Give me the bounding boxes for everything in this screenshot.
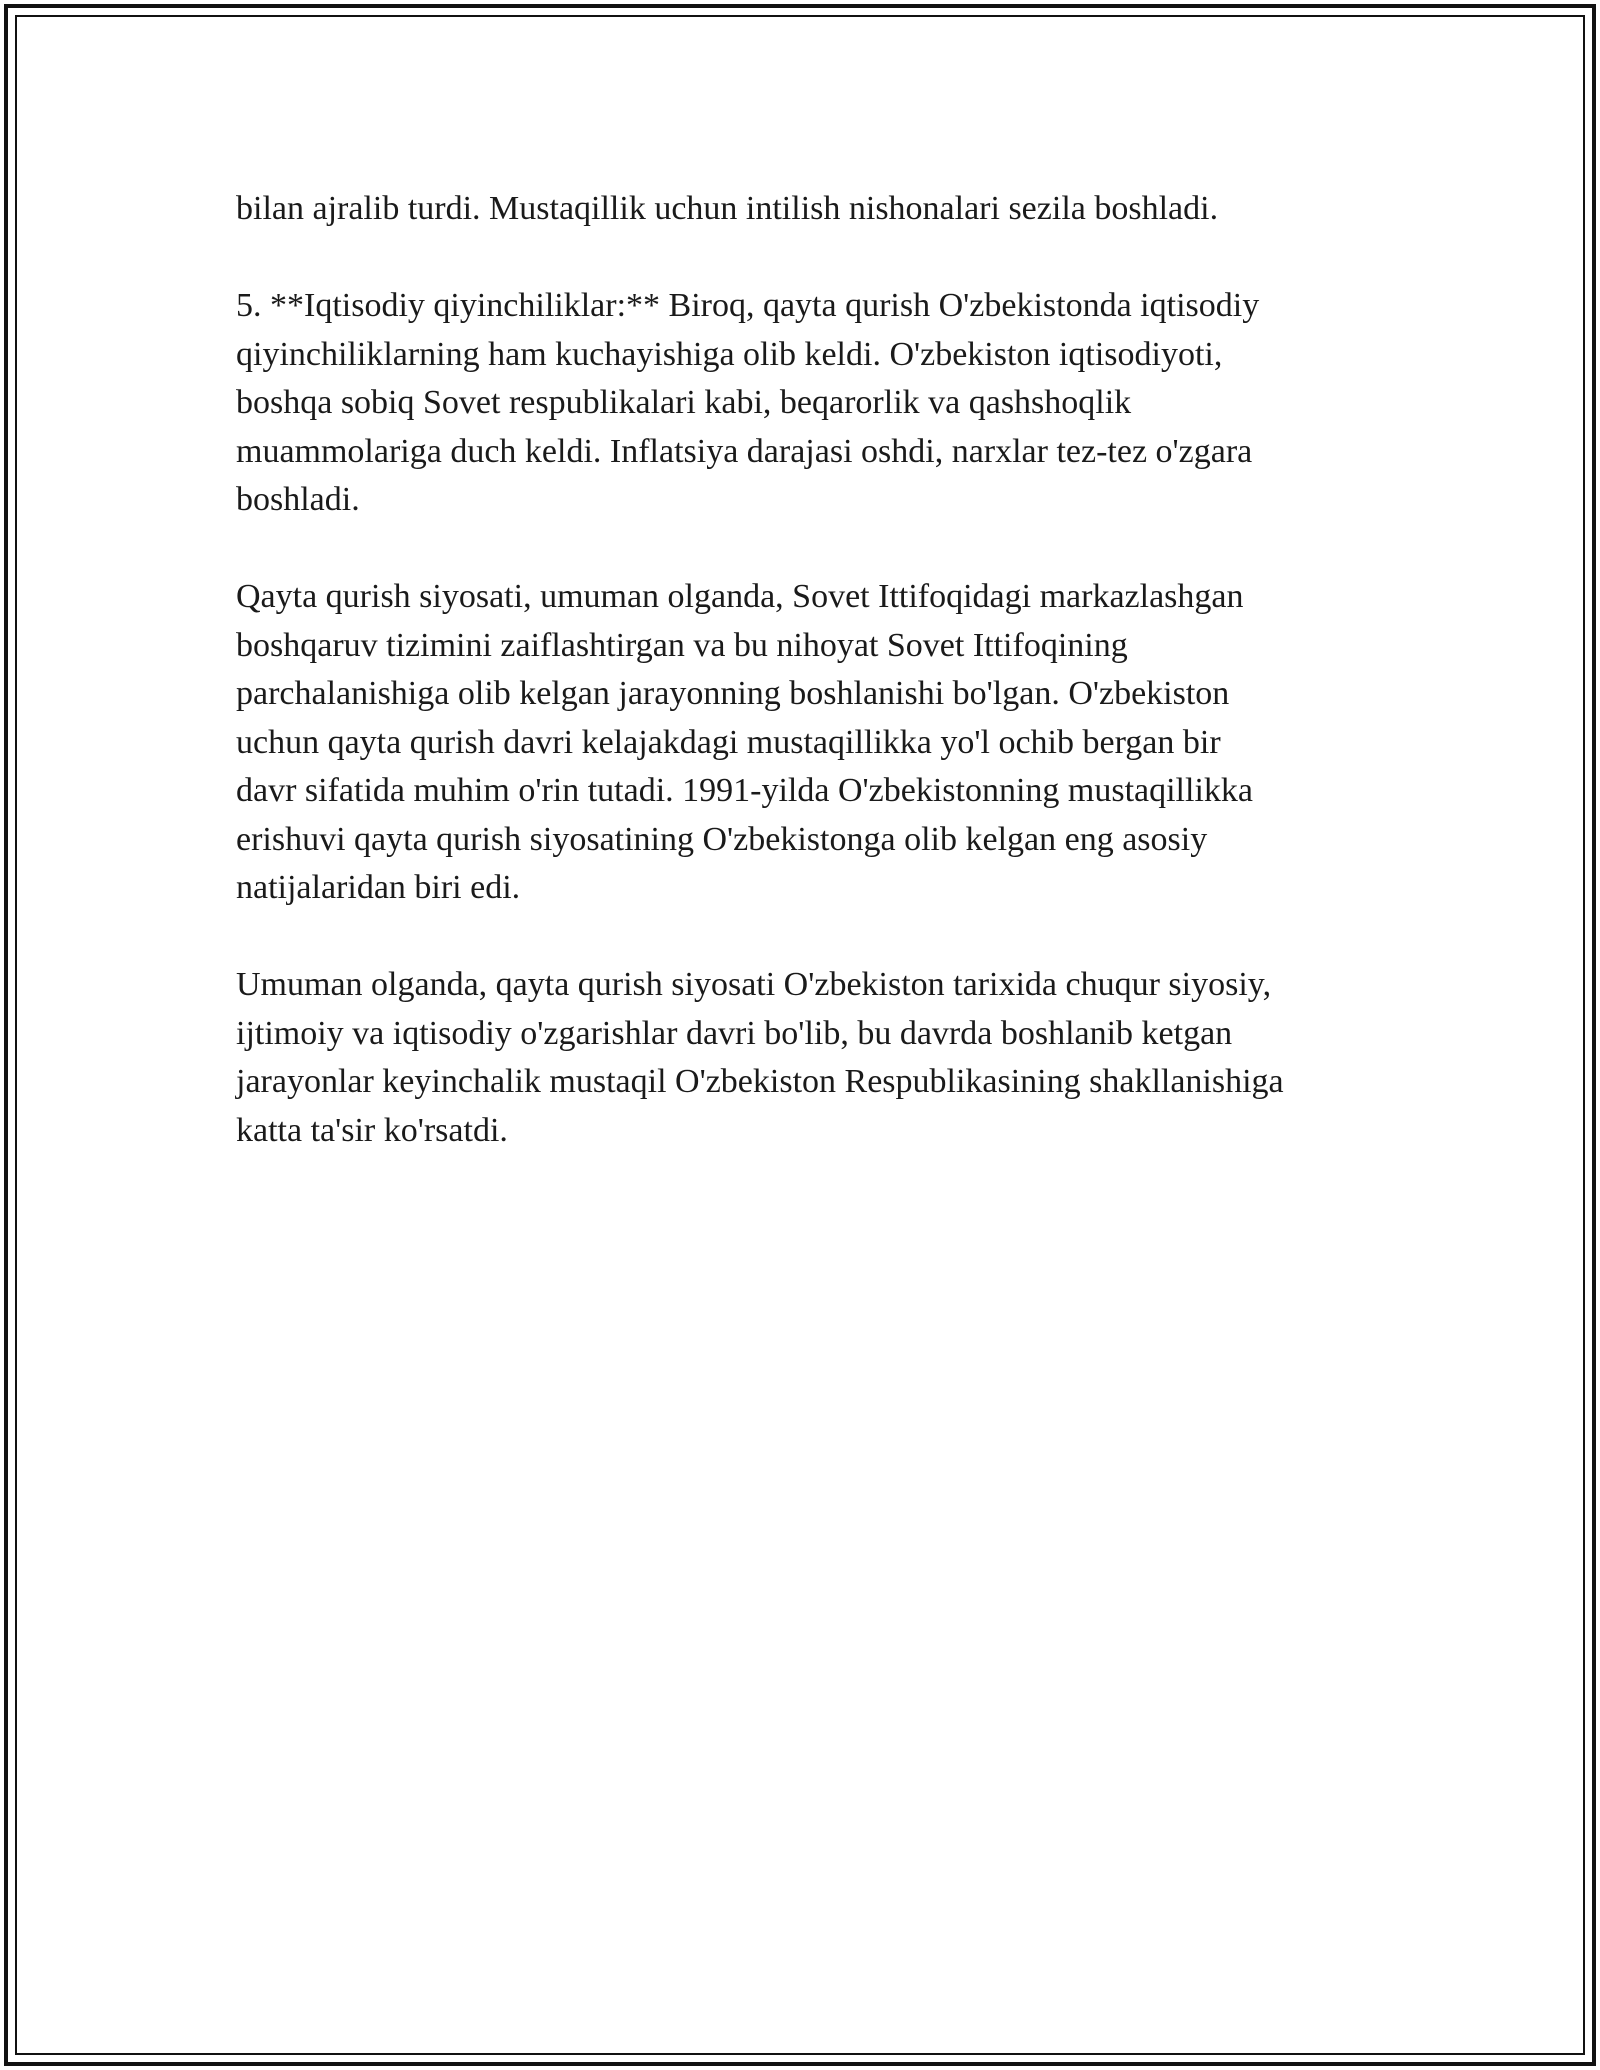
paragraph-economic-difficulties: 5. **Iqtisodiy qiyinchiliklar:** Biroq, qayta qurish O'zbekistonda iqtisodiy qiyinchiliklarning ham kuchayishiga olib keldi. O'zbekiston iqtisodiyoti, boshqa sobiq Sovet respublikalari kabi, beqarorlik va qashshoqlik muammolariga duch keldi. Inflatsiya darajasi oshdi, narxlar tez-tez o'zgara boshladi. [236, 287, 1260, 518]
paragraph-conclusion: Umuman olganda, qayta qurish siyosati O'zbekiston tarixida chuqur siyosiy, ijtimoiy va iqtisodiy o'zgarishlar davri bo'lib, bu davrda boshlanib ketgan jarayonlar keyinchalik mustaqil O'zbekiston Respublikasining shakllanishiga katta ta'sir ko'rsatdi. [236, 966, 1284, 1149]
paragraph-restructuring-policy: Qayta qurish siyosati, umuman olganda, Sovet Ittifoqidagi markazlashgan boshqaruv tizimini zaiflashtirgan va bu nihoyat Sovet Ittifoqining parchalanishiga olib kelgan jarayonning boshlanishi bo'lgan. O'zbekiston uchun qayta qurish davri kelajakdagi mustaqillikka yo'l ochib bergan bir davr sifatida muhim o'rin tutadi. 1991-yilda O'zbekistonning mustaqillikka erishuvi qayta qurish siyosatining O'zbekistonga olib kelgan eng asosiy natijalaridan biri edi. [236, 578, 1253, 906]
paragraph-continuation: bilan ajralib turdi. Mustaqillik uchun intilish nishonalari sezila boshladi. [236, 190, 1219, 227]
document-body [236, 185, 1386, 1204]
